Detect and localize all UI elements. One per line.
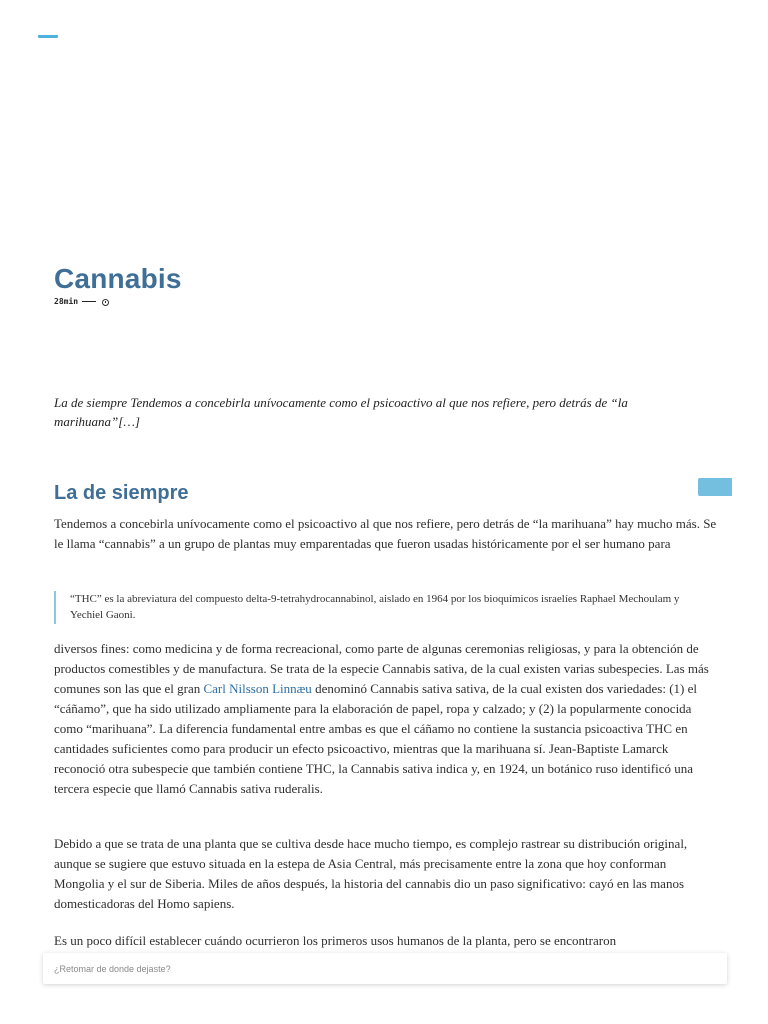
- paragraph-2-text-start: diversos fines: como medicina y de forma recreacional, como parte de algunas ceremonias religiosas, y para la obtención de productos comestibles y de manufactura. Se trata de la especie Cannabis sativa, de la cual existen varias subespecies. Las más comunes son las que el gran: [54, 641, 709, 696]
- article-excerpt: La de siempre Tendemos a concebirla unívocamente como el psicoactivo al que nos refiere, pero detrás de “la marihuana”[…]: [54, 395, 628, 429]
- paragraph-4: Es un poco difícil establecer cuándo ocurrieron los primeros usos humanos de la planta, pero se encontraron: [54, 933, 617, 948]
- footnote-quote: “THC” es la abreviatura del compuesto delta-9-tetrahydrocannabinol, aislado en 1964 por los bioquímicos israelíes Raphael Mechoulam y Yechiel Gaoni.: [54, 591, 704, 624]
- section-heading: La de siempre: [54, 482, 189, 504]
- paragraph-1: Tendemos a concebirla unívocamente como el psicoactivo al que nos refiere, pero detrás de “la marihuana” hay mucho más. Se le llama “cannabis” a un grupo de plantas muy emparentadas que fueron usadas históricamente por el ser humano para: [54, 516, 717, 551]
- article-meta: [54, 297, 109, 306]
- paragraph-2-text-end: denominó Cannabis sativa sativa, de la cual existen dos variedades: (1) el “cáñamo”, que ha sido utilizado ampliamente para la elaboración de papel, ropa y calzado; y (2) la popularmente conocida como “marihuana”. La diferencia fundamental entre ambas es que el cáñamo no contiene la sustancia psicoactiva THC en cantidades suficientes como para producir un efecto psicoactivo, mientras que la marihuana sí. Jean-Baptiste Lamarck reconoció otra subespecie que también contiene THC, la Cannabis sativa indica y, en 1924, un botánico ruso identificó una tercera especie que llamó Cannabis sativa ruderalis.: [54, 681, 698, 796]
- resume-reading-label: ¿Retomar de donde dejaste?: [54, 963, 171, 974]
- paragraph-3: Debido a que se trata de una planta que se cultiva desde hace mucho tiempo, es complejo rastrear su distribución original, aunque se sugiere que estuvo situada en la estepa de Asia Central, más precisamente entre la zona que hoy conforman Mongolia y el sur de Siberia. Miles de años después, la historia del cannabis dio un paso significativo: cayó en las manos domesticadoras del Homo sapiens.: [54, 836, 688, 911]
- linnaeus-link[interactable]: Carl Nilsson Linnæu: [203, 681, 312, 696]
- paragraph-2: [54, 639, 718, 799]
- meta-divider: [82, 301, 96, 302]
- resume-reading-bar[interactable]: [43, 953, 727, 984]
- side-tab-button[interactable]: [698, 478, 732, 496]
- clock-icon: [102, 299, 109, 306]
- reading-time: 28min: [54, 297, 79, 306]
- article-title: Cannabis: [54, 263, 182, 294]
- menu-icon[interactable]: [38, 35, 58, 38]
